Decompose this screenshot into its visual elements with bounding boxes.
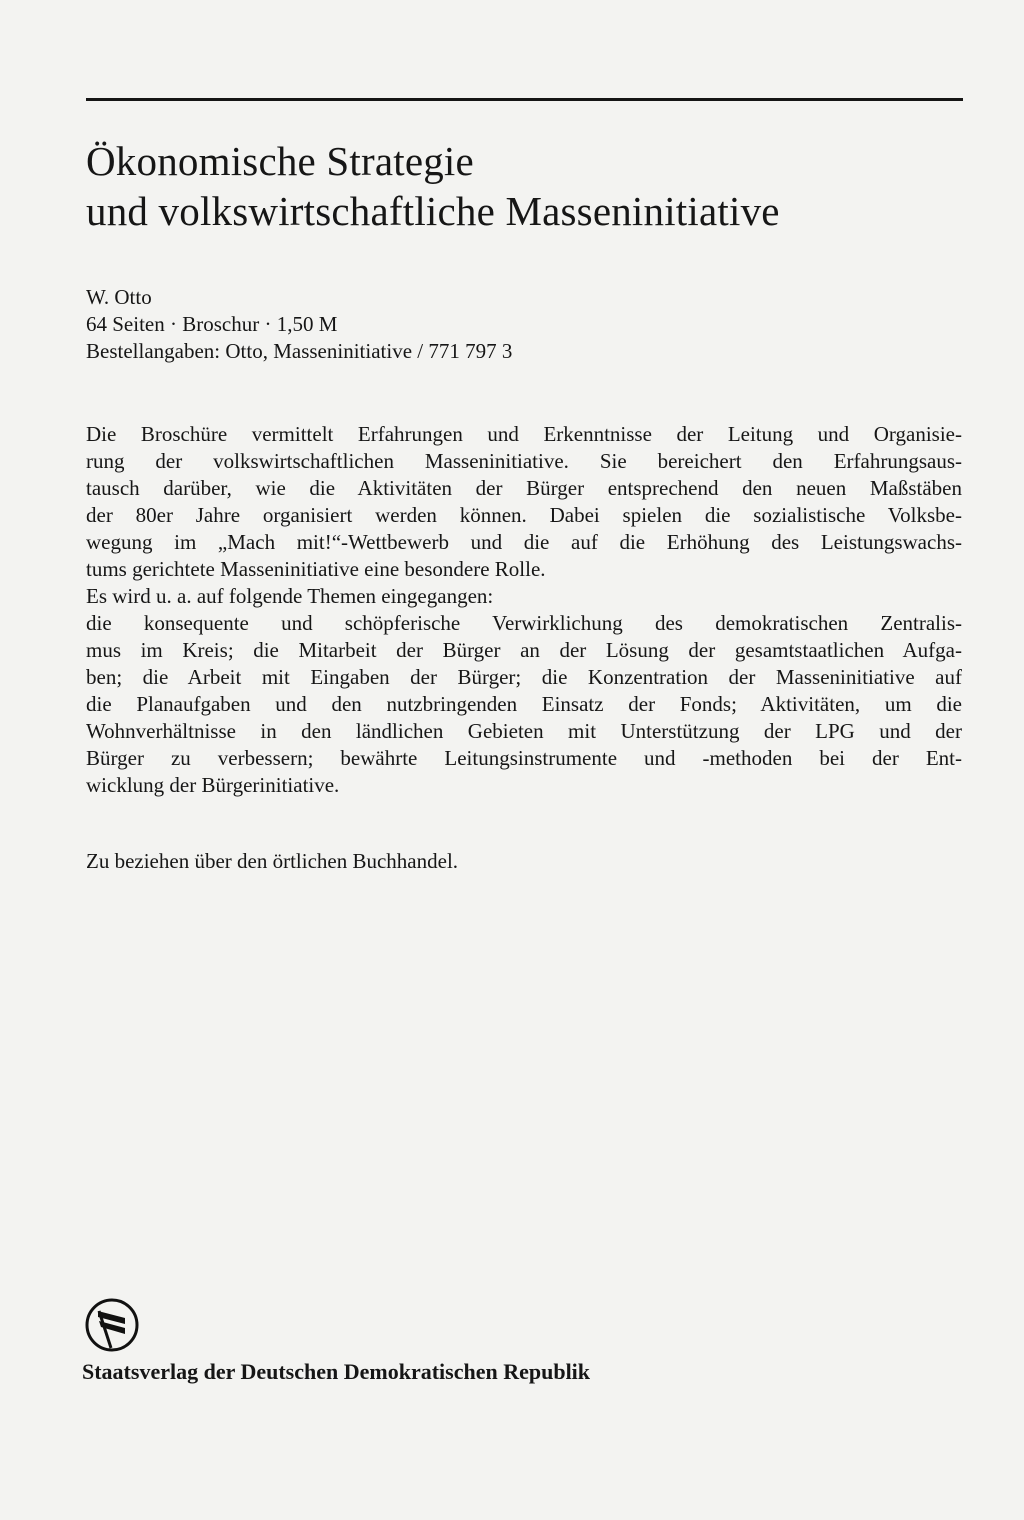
description-line: Die Broschüre vermittelt Erfahrungen und Erkenntnisse der Leitung und Organisie- <box>86 422 962 446</box>
author: W. Otto <box>86 285 152 309</box>
description-line: Wohnverhältnisse in den ländlichen Gebieten mit Unterstützung der LPG und der <box>86 719 962 743</box>
order-info: Bestellangaben: Otto, Masseninitiative / 771 797 3 <box>86 339 513 363</box>
publisher-name: Staatsverlag der Deutschen Demokratischen Republik <box>82 1359 591 1384</box>
description-line: Es wird u. a. auf folgende Themen eingegangen: <box>86 584 494 608</box>
book-details: 64 Seiten · Broschur · 1,50 M <box>86 312 338 336</box>
description-line: wegung im „Mach mit!“-Wettbewerb und die auf die Erhöhung des Leistungswachs- <box>86 530 962 554</box>
description-line: wicklung der Bürgerinitiative. <box>86 773 340 797</box>
title-line-2: und volkswirtschaftliche Masseninitiative <box>86 188 780 234</box>
description-line: rung der volkswirtschaftlichen Masseninitiative. Sie bereichert den Erfahrungsaus- <box>86 449 962 473</box>
top-rule-divider <box>86 98 963 101</box>
description-line: der 80er Jahre organisiert werden können. Dabei spielen die sozialistische Volksbe- <box>86 503 962 527</box>
description-line: tums gerichtete Masseninitiative eine besondere Rolle. <box>86 557 546 581</box>
description-line: Bürger zu verbessern; bewährte Leitungsinstrumente und -methoden bei der Ent- <box>86 746 962 770</box>
availability-note: Zu beziehen über den örtlichen Buchhandel. <box>86 849 459 873</box>
description-text <box>86 421 962 799</box>
description-line: die konsequente und schöpferische Verwirklichung des demokratischen Zentralis- <box>86 611 962 635</box>
page-title <box>86 136 946 236</box>
book-metadata <box>86 284 786 365</box>
description-line: ben; die Arbeit mit Eingaben der Bürger; die Konzentration der Masseninitiative auf <box>86 665 962 689</box>
publisher-flag-logo-icon <box>84 1297 140 1353</box>
description-line: tausch darüber, wie die Aktivitäten der Bürger entsprechend den neuen Maßstäben <box>86 476 962 500</box>
description-line: die Planaufgaben und den nutzbringenden Einsatz der Fonds; Aktivitäten, um die <box>86 692 962 716</box>
title-line-1: Ökonomische Strategie <box>86 138 474 184</box>
description-line: mus im Kreis; die Mitarbeit der Bürger an der Lösung der gesamtstaatlichen Aufga- <box>86 638 962 662</box>
